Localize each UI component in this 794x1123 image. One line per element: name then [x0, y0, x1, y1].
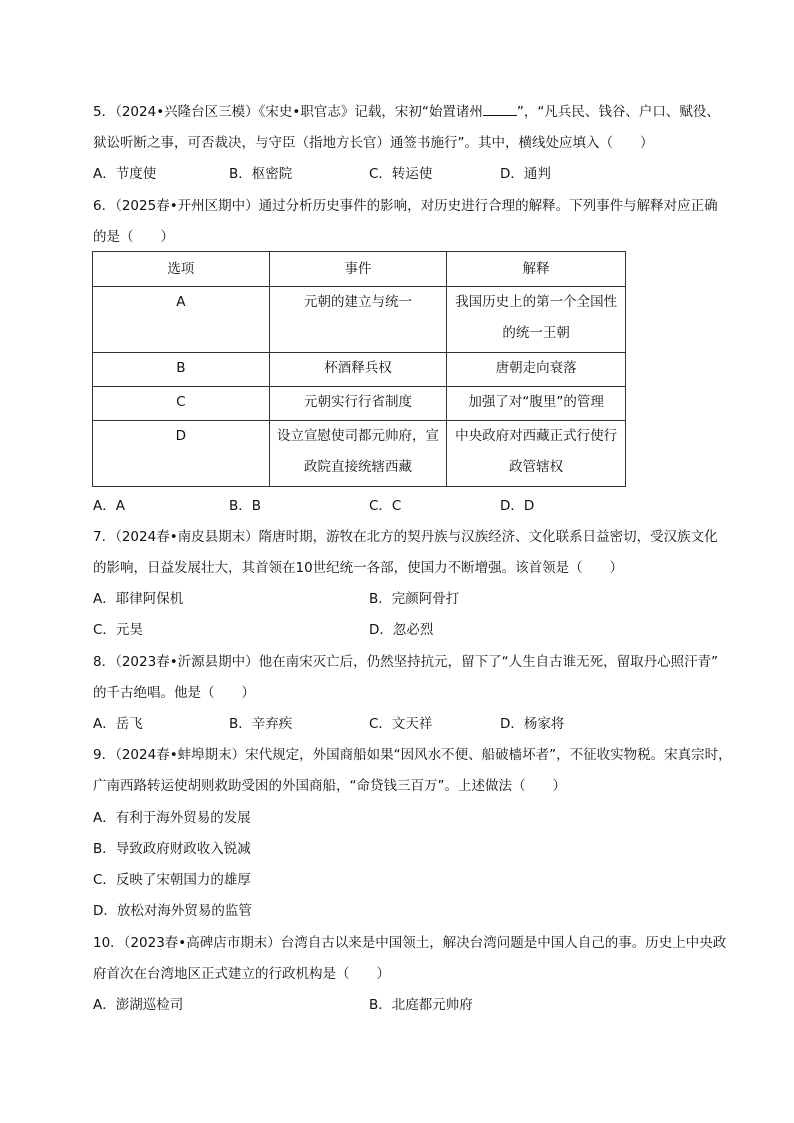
q8-option-d[interactable]: D．杨家将	[500, 716, 565, 732]
q6-row-b-option: B	[93, 353, 270, 387]
q5-option-c[interactable]: C．转运使	[369, 166, 433, 182]
q7-option-d[interactable]: D．忽必烈	[369, 622, 434, 638]
q8-option-c[interactable]: C．文天祥	[369, 716, 433, 732]
cell-line: 设立宣慰使司都元帅府，宣	[276, 428, 439, 444]
table-row	[93, 287, 626, 353]
q6-row-a-event	[269, 287, 447, 353]
table-row	[93, 421, 626, 487]
q7-option-a[interactable]: A．耶律阿保机	[93, 591, 184, 607]
q5-option-a[interactable]: A．节度使	[93, 166, 157, 182]
table-row	[93, 387, 626, 421]
q10-line-1: 10．（2023春•高碑店市期末）台湾自古以来是中国领土，解决台湾问题是中国人自己的事。历史上中央政	[93, 935, 727, 951]
q9-option-a[interactable]: A．有利于海外贸易的发展	[93, 810, 251, 826]
q8-option-a[interactable]: A．岳飞	[93, 716, 143, 732]
cell-line: 元朝的建立与统一	[303, 294, 412, 310]
q10-line-2: 府首次在台湾地区正式建立的行政机构是（ ）	[93, 966, 390, 982]
q6-option-d[interactable]: D．D	[500, 498, 535, 514]
q6-row-d-option: D	[93, 421, 270, 487]
q9-option-d[interactable]: D．放松对海外贸易的监管	[93, 903, 252, 919]
q6-row-a-explain	[447, 287, 626, 353]
q5-line-1-post: ”，“凡兵民、钱谷、户口、赋役、	[516, 104, 720, 120]
cell-line: 加强了对“腹里”的管理	[468, 394, 604, 410]
q5-option-b[interactable]: B．枢密院	[229, 166, 293, 182]
q7-option-b[interactable]: B．完颜阿骨打	[369, 591, 460, 607]
q9-option-c[interactable]: C．反映了宋朝国力的雄厚	[93, 872, 251, 888]
q5-line-1	[93, 103, 720, 121]
cell-line: 的统一王朝	[502, 325, 570, 341]
q6-line-1: 6．（2025春•开州区期中）通过分析历史事件的影响，对历史进行合理的解释。下列事件与解释对应正确	[93, 198, 718, 214]
q6-option-c[interactable]: C．C	[369, 498, 402, 514]
q5-option-d[interactable]: D．通判	[500, 166, 551, 182]
q6-option-a[interactable]: A．A	[93, 498, 125, 514]
q6-row-d-event	[269, 421, 447, 487]
q6-line-2: 的是（ ）	[93, 229, 174, 245]
q6-row-b-explain	[447, 353, 626, 387]
cell-line: 政院直接统辖西藏	[303, 459, 412, 475]
q6-option-b[interactable]: B．B	[229, 498, 262, 514]
q6-row-b-event	[269, 353, 447, 387]
q9-line-2: 广南西路转运使胡则救助受困的外国商船，“命贷钱三百万”。上述做法（ ）	[93, 778, 566, 794]
cell-line: 唐朝走向衰落	[495, 360, 577, 376]
q5-line-1-pre: 5．（2024•兴隆台区三模）《宋史•职官志》记载，宋初“始置诸州	[93, 104, 483, 120]
q10-option-b[interactable]: B．北庭都元帅府	[369, 997, 473, 1013]
q6-row-d-explain	[447, 421, 626, 487]
q7-line-2: 的影响，日益发展壮大，其首领在10世纪统一各部，使国力不断增强。该首领是（ ）	[93, 560, 624, 576]
q6-header-explain: 解释	[447, 252, 626, 287]
q10-option-a[interactable]: A．澎湖巡检司	[93, 997, 184, 1013]
cell-line: 我国历史上的第一个全国性	[455, 294, 618, 310]
q9-option-b[interactable]: B．导致政府财政收入锐减	[93, 841, 251, 857]
q6-row-c-option: C	[93, 387, 270, 421]
q6-header-option: 选项	[93, 252, 270, 287]
q6-header-event: 事件	[269, 252, 447, 287]
cell-line: 政管辖权	[509, 459, 564, 475]
q8-line-1: 8．（2023春•沂源县期中）他在南宋灭亡后，仍然坚持抗元，留下了“人生自古谁无死，留取丹心照汗青”	[93, 654, 719, 670]
q6-row-c-explain	[447, 387, 626, 421]
q7-option-c[interactable]: C．元昊	[93, 622, 143, 638]
q5-line-2: 狱讼听断之事，可否裁决，与守臣（指地方长官）通签书施行”。其中，横线处应填入（ ）	[93, 135, 654, 151]
q6-row-a-option: A	[93, 287, 270, 353]
q7-line-1: 7．（2024春•南皮县期末）隋唐时期，游牧在北方的契丹族与汉族经济、文化联系日益密切，受汉族文化	[93, 529, 718, 545]
cell-line: 杯酒释兵权	[324, 360, 392, 376]
q6-table-header-row	[93, 252, 626, 287]
table-row	[93, 353, 626, 387]
q8-option-b[interactable]: B．辛弃疾	[229, 716, 293, 732]
cell-line: 元朝实行行省制度	[303, 394, 412, 410]
q8-line-2: 的千古绝唱。他是（ ）	[93, 685, 255, 701]
q6-table	[92, 251, 626, 487]
cell-line: 中央政府对西藏正式行使行	[455, 428, 618, 444]
q5-blank	[483, 103, 517, 116]
q9-line-1: 9．（2024春•蚌埠期末）宋代规定，外国商船如果“因风水不便、船破樯坏者”，不征收实物税。宋真宗时，	[93, 747, 732, 763]
q6-row-c-event	[269, 387, 447, 421]
